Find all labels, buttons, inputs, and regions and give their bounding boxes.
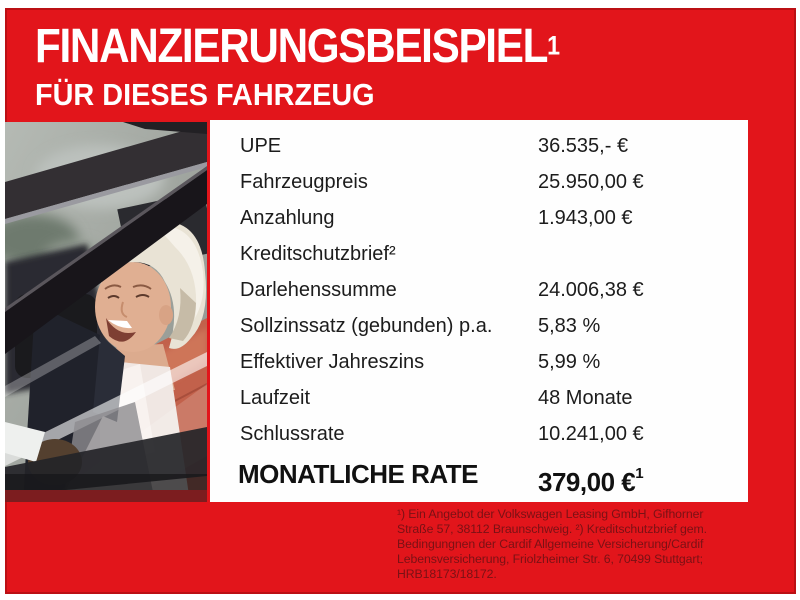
row-value: 36.535,- € bbox=[538, 135, 629, 157]
fineprint-line: HRB18173/18172. bbox=[397, 567, 497, 581]
fineprint-line: ¹) Ein Angebot der Volkswagen Leasing GmbH, Gifhorner bbox=[397, 507, 704, 521]
monthly-rate-superscript: 1 bbox=[635, 465, 644, 482]
financing-panel bbox=[210, 120, 748, 502]
row-label: Anzahlung bbox=[240, 207, 335, 229]
row-label: UPE bbox=[240, 135, 282, 157]
row-label: Fahrzeugpreis bbox=[240, 171, 368, 193]
table-row bbox=[210, 128, 748, 164]
page-subtitle: FÜR DIESES FAHRZEUG bbox=[35, 77, 375, 113]
page-title-text: FINANZIERUNGSBEISPIEL bbox=[35, 20, 548, 73]
monthly-rate-row bbox=[210, 452, 748, 496]
fineprint-line: Bedingungnen der Cardif Allgemeine Versicherung/Cardif bbox=[397, 537, 704, 551]
row-value: 5,99 % bbox=[538, 351, 601, 373]
photo-illustration bbox=[5, 122, 207, 502]
row-value: 48 Monate bbox=[538, 387, 633, 409]
headline bbox=[35, 22, 632, 112]
fineprint bbox=[397, 507, 707, 582]
row-label: Effektiver Jahreszins bbox=[240, 351, 425, 373]
table-row bbox=[210, 164, 748, 200]
monthly-rate-amount: 379,00 € bbox=[538, 467, 636, 498]
page-title-superscript: 1 bbox=[547, 30, 560, 61]
fineprint-line: Straße 57, 38112 Braunschweig. ²) Kreditschutzbrief gem. bbox=[397, 522, 707, 536]
row-label: Laufzeit bbox=[240, 387, 311, 409]
financing-rows bbox=[210, 128, 748, 452]
table-row bbox=[210, 272, 748, 308]
row-value: 25.950,00 € bbox=[538, 171, 644, 193]
table-row bbox=[210, 416, 748, 452]
row-value: 24.006,38 € bbox=[538, 279, 644, 301]
row-label: Darlehenssumme bbox=[240, 279, 397, 301]
row-label: Sollzinssatz (gebunden) p.a. bbox=[240, 315, 493, 337]
woman-in-car-photo bbox=[5, 122, 207, 502]
monthly-rate-label: MONATLICHE RATE bbox=[238, 459, 478, 489]
row-label: Kreditschutzbrief² bbox=[240, 243, 396, 265]
fineprint-line: Lebensversicherung, Friolzheimer Str. 6, 70499 Stuttgart; bbox=[397, 552, 703, 566]
row-value bbox=[538, 236, 748, 272]
row-value: 10.241,00 € bbox=[538, 423, 644, 445]
table-row bbox=[210, 344, 748, 380]
table-row bbox=[210, 200, 748, 236]
row-value: 5,83 % bbox=[538, 315, 601, 337]
page-title bbox=[35, 22, 560, 72]
table-row bbox=[210, 308, 748, 344]
row-label: Schlussrate bbox=[240, 423, 345, 445]
row-value: 1.943,00 € bbox=[538, 207, 633, 229]
table-row bbox=[210, 380, 748, 416]
monthly-rate-value bbox=[538, 452, 748, 496]
table-row bbox=[210, 236, 748, 272]
